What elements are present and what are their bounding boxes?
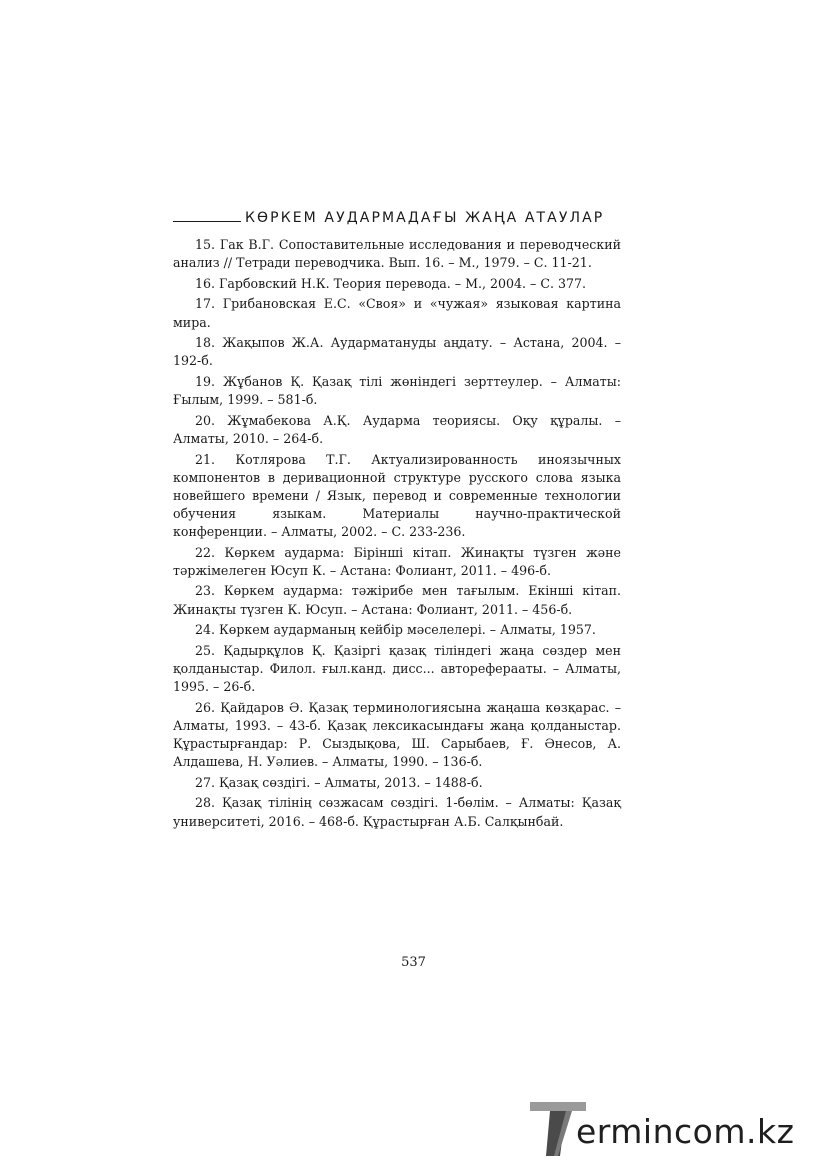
reference-item: 24. Көркем аударманың кейбір мәселелері. – Алматы, 1957. bbox=[195, 622, 596, 638]
reference-item: 20. Жұмабекова А.Қ. Аударма теориясы. Оқу құралы. – Алматы, 2010. – 264-б. bbox=[173, 412, 621, 446]
logo-wordmark: ermincom.kz bbox=[576, 1112, 795, 1151]
reference-item: 19. Жұбанов Қ. Қазақ тілі жөніндегі зерттеулер. – Алматы: Ғылым, 1999. – 581-б. bbox=[173, 374, 621, 408]
page-number: 537 bbox=[401, 955, 426, 970]
reference-item: 15. Гак В.Г. Сопоставительные исследования и переводческий анализ // Тетради переводчика. Вып. 16. – М., 1979. – С. 11-21. bbox=[173, 237, 621, 271]
header-rule bbox=[173, 221, 241, 222]
reference-item: 22. Көркем аударма: Бірінші кітап. Жинақты түзген және тәржімелеген Юсуп К. – Астана: Фолиант, 2011. – 496-б. bbox=[173, 544, 621, 578]
running-title: КӨРКЕМ АУДАРМАДАҒЫ ЖАҢА АТАУЛАР bbox=[245, 210, 605, 226]
reference-item: 27. Қазақ сөздігі. – Алматы, 2013. – 1488-б. bbox=[195, 774, 483, 790]
reference-item: 25. Қадырқұлов Қ. Қазіргі қазақ тіліндегі жаңа сөздер мен қолданыстар. Филол. ғыл.канд. дисс... автореферааты. – Алматы, 1995. – 26-б. bbox=[173, 642, 621, 695]
reference-item: 16. Гарбовский Н.К. Теория перевода. – М., 2004. – С. 377. bbox=[195, 275, 587, 291]
reference-list bbox=[173, 236, 621, 833]
reference-item: 23. Көркем аударма: тәжірибе мен тағылым. Екінші кітап. Жинақты түзген К. Юсуп. – Астана: Фолиант, 2011. – 456-б. bbox=[173, 583, 621, 617]
reference-item: 21. Котлярова Т.Г. Актуализированность иноязычных компонентов в деривационной структуре русского слова языка новейшего времени / Язык, перевод и современные технологии обучения языкам. Материалы научно-практической конференции. – Алматы, 2002. – С. 233-236. bbox=[173, 451, 621, 539]
reference-item: 17. Грибановская Е.С. «Своя» и «чужая» языковая картина мира. bbox=[173, 296, 621, 330]
reference-item: 26. Қайдаров Ә. Қазақ терминологиясына жаңаша көзқарас. – Алматы, 1993. – 43-б. Қазақ лексикасындағы жаңа қолданыстар. Құрастырғандар: Р. Сыздықова, Ш. Сарыбаев, Ғ. Әнесов, А. Алдашева, Н. Уәлиев. – Алматы, 1990. – 136-б. bbox=[173, 699, 621, 770]
reference-item: 28. Қазақ тілінің сөзжасам сөздігі. 1-бөлім. – Алматы: Қазақ университеті, 2016. – 468-б. Құрастырған А.Б. Салқынбай. bbox=[173, 795, 621, 829]
reference-item: 18. Жақыпов Ж.А. Аударматануды аңдату. – Астана, 2004. – 192-б. bbox=[173, 335, 621, 369]
running-header bbox=[173, 210, 621, 226]
termincom-logo bbox=[528, 1098, 808, 1158]
